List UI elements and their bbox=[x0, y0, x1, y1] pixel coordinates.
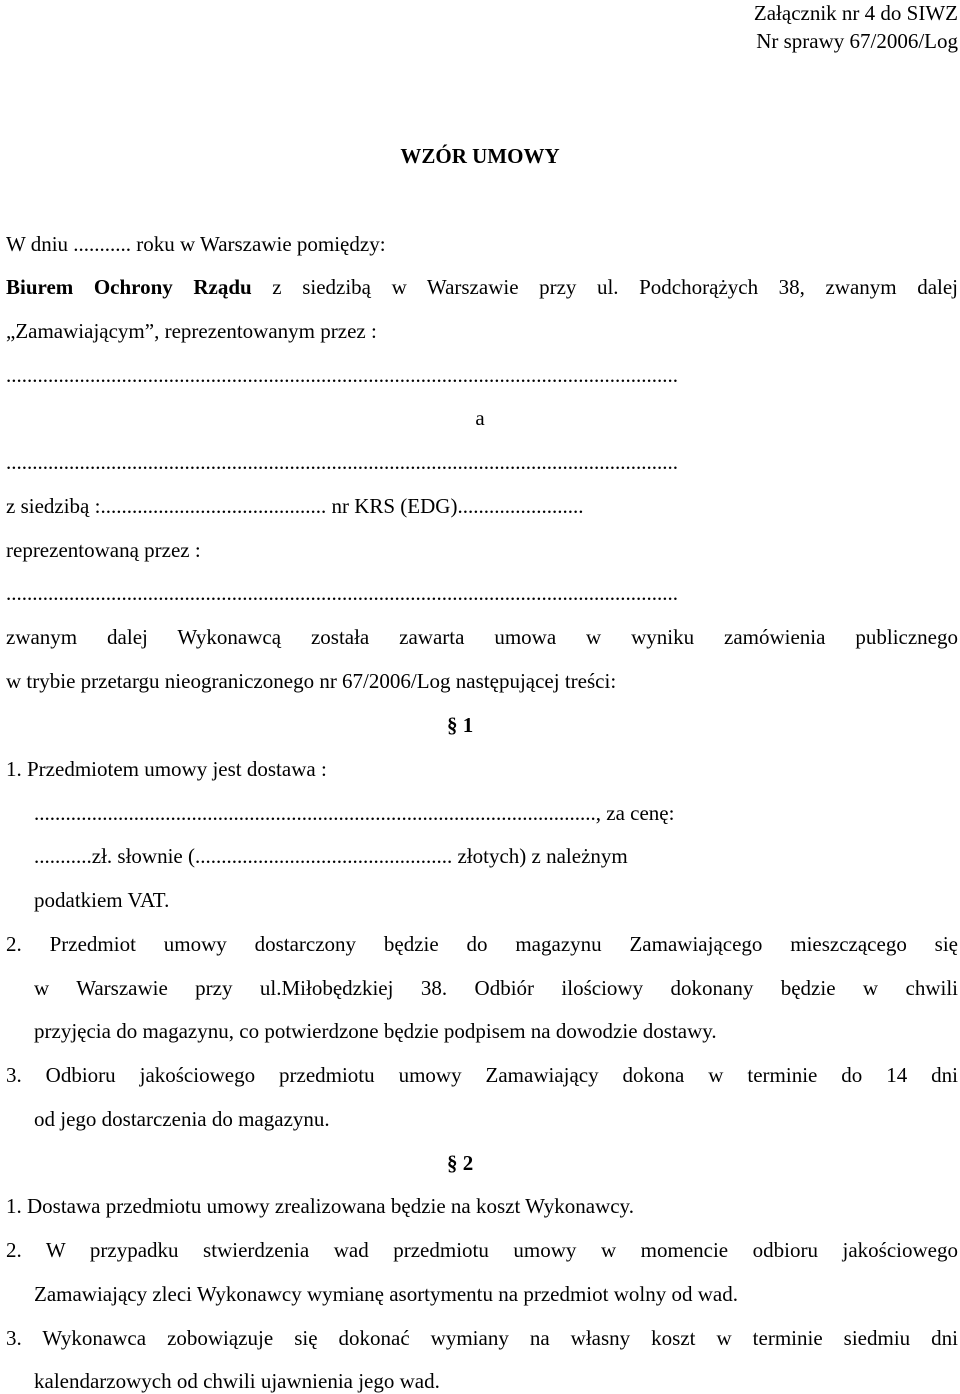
s1-p1-line1: 1. Przedmiotem umowy jest dostawa : bbox=[6, 757, 327, 781]
party1-line2: „Zamawiającym”, reprezentowanym przez : bbox=[6, 319, 377, 343]
section-1-mark: § 1 bbox=[447, 713, 474, 737]
dotted-line-1: ................................................................................................................................ bbox=[6, 363, 678, 387]
party1-line bbox=[6, 274, 958, 300]
contractor-line-1: zwanym dalej Wykonawcą została zawarta umowa w wyniku zamówienia publicznego bbox=[6, 625, 958, 649]
s2-p3-line2: kalendarzowych od chwili ujawnienia jego wad. bbox=[34, 1369, 440, 1393]
document-title: WZÓR UMOWY bbox=[400, 144, 560, 168]
represented-line: reprezentowaną przez : bbox=[6, 538, 201, 562]
dotted-line-2: ................................................................................................................................ bbox=[6, 450, 678, 474]
case-number: Nr sprawy 67/2006/Log bbox=[756, 29, 958, 53]
s1-p3-line2: od jego dostarczenia do magazynu. bbox=[34, 1107, 330, 1131]
s1-p1-line3: ...........zł. słownie (................................................. złotych) z należnym bbox=[34, 844, 628, 868]
s1-p3-line1: 3. Odbioru jakościowego przedmiotu umowy Zamawiający dokona w terminie do 14 dni bbox=[6, 1063, 958, 1087]
seat-line: z siedzibą :........................................... nr KRS (EDG)........................ bbox=[6, 494, 584, 518]
party1-name: Biurem Ochrony Rządu bbox=[6, 275, 252, 299]
s1-p1-line4: podatkiem VAT. bbox=[34, 888, 170, 912]
party1-rest: z siedzibą w Warszawie przy ul. Podchorążych 38, zwanym dalej bbox=[251, 275, 959, 299]
dotted-line-3: ................................................................................................................................ bbox=[6, 581, 678, 605]
s1-p2-line1: 2. Przedmiot umowy dostarczony będzie do magazynu Zamawiającego mieszczącego się bbox=[6, 932, 958, 956]
contractor-line-2: w trybie przetargu nieograniczonego nr 67/2006/Log następującej treści: bbox=[6, 669, 617, 693]
s2-p1-line1: 1. Dostawa przedmiotu umowy zrealizowana będzie na koszt Wykonawcy. bbox=[6, 1194, 634, 1218]
s2-p2-line1: 2. W przypadku stwierdzenia wad przedmiotu umowy w momencie odbioru jakościowego bbox=[6, 1238, 958, 1262]
and-separator: a bbox=[475, 406, 485, 430]
s1-p1-line2: ..........................................................................................................., za cenę: bbox=[34, 801, 675, 825]
section-2-mark: § 2 bbox=[447, 1151, 474, 1175]
s1-p2-line2: w Warszawie przy ul.Miłobędzkiej 38. Odbiór ilościowy dokonany będzie w chwili bbox=[34, 976, 958, 1000]
date-line: W dniu ........... roku w Warszawie pomiędzy: bbox=[6, 232, 386, 256]
s2-p3-line1: 3. Wykonawca zobowiązuje się dokonać wymiany na własny koszt w terminie siedmiu dni bbox=[6, 1326, 958, 1350]
s1-p2-line3: przyjęcia do magazynu, co potwierdzone będzie podpisem na dowodzie dostawy. bbox=[34, 1019, 717, 1043]
annex-label: Załącznik nr 4 do SIWZ bbox=[753, 1, 958, 25]
s2-p2-line2: Zamawiający zleci Wykonawcy wymianę asortymentu na przedmiot wolny od wad. bbox=[34, 1282, 738, 1306]
